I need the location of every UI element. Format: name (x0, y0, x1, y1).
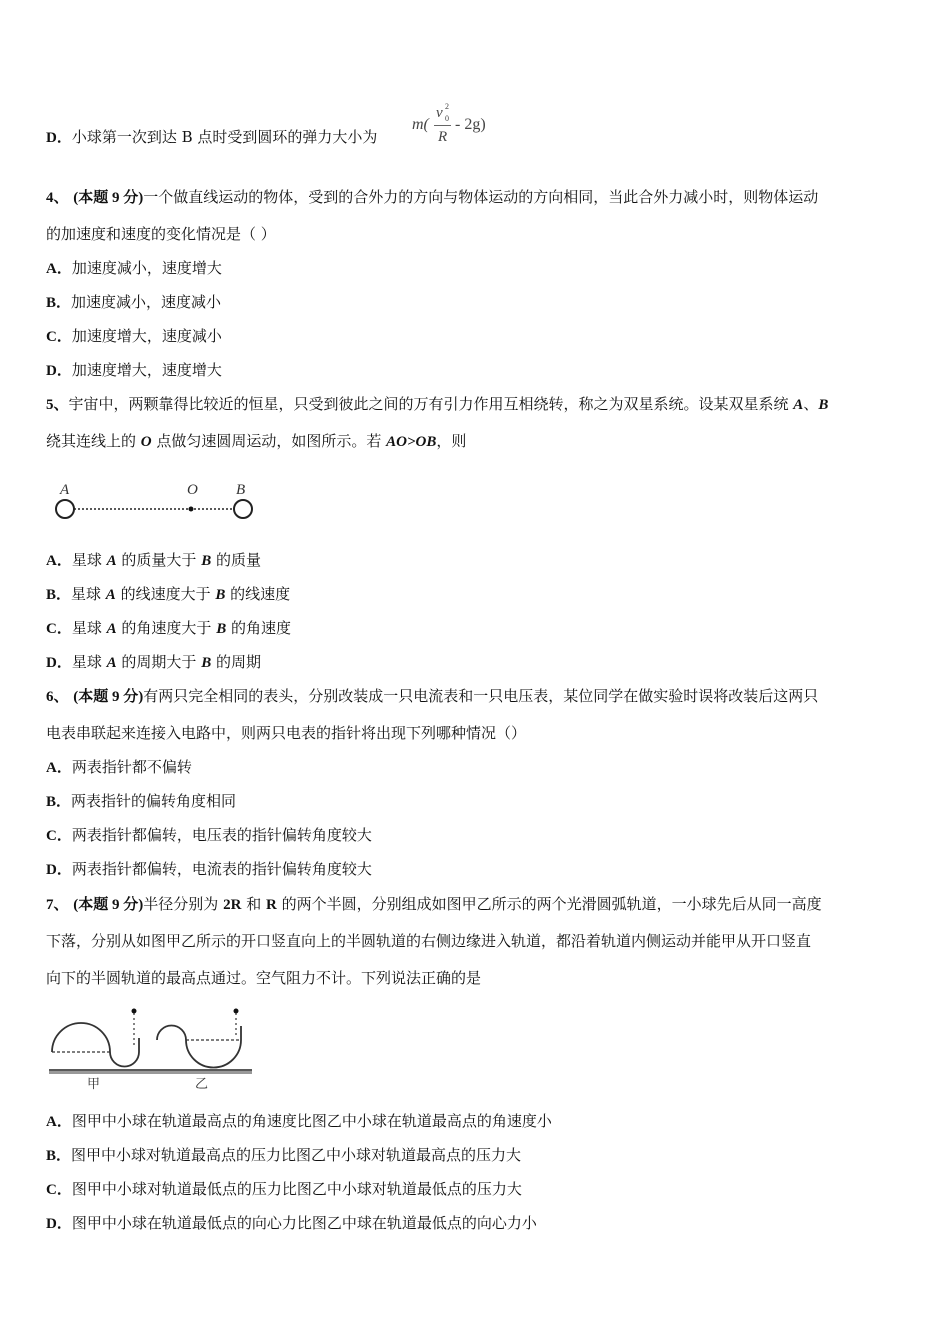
q4-option-a: A．加速度减小，速度增大 (46, 259, 222, 277)
q7-stem-line-2: 下落，分别从如图甲乙所示的开口竖直向上的半圆轨道的右侧边缘进入轨道，都沿着轨道内侧运动并能甲从开口竖直 (46, 932, 812, 950)
q4-option-d: D．加速度增大，速度增大 (46, 361, 222, 379)
small-semicircle-track (110, 1038, 139, 1067)
q6-option-c: C．两表指针都偏转，电压表的指针偏转角度较大 (46, 826, 372, 844)
q5-option-b: B．星球 A 的线速度大于 B 的线速度 (46, 585, 291, 603)
star-a (56, 500, 74, 518)
option-text: 小球第一次到达 B 点时受到圆环的弹力大小为 (71, 128, 378, 146)
label-a: A (60, 482, 70, 498)
q7-option-c: C．图甲中小球对轨道最低点的压力比图乙中小球对轨道最低点的压力大 (46, 1180, 522, 1198)
question-number: 6、 (46, 689, 69, 705)
large-semicircle-track (52, 1023, 110, 1052)
question-number: 7、 (46, 897, 69, 913)
q5-option-d: D．星球 A 的周期大于 B 的周期 (46, 653, 261, 671)
q7-option-d: D．图甲中小球在轨道最低点的向心力比图乙中球在轨道最低点的向心力小 (46, 1214, 537, 1232)
q5-stem-line-1: 5、宇宙中，两颗靠得比较近的恒星，只受到彼此之间的万有引力作用互相绕转，称之为双星系统。设某双星系统 A、B (46, 395, 829, 413)
q7-option-b: B．图甲中小球对轨道最高点的压力比图乙中小球对轨道最高点的压力大 (46, 1146, 522, 1164)
track-figure (47, 1004, 257, 1096)
binary-star-figure (50, 478, 265, 523)
question-number: 4、 (46, 190, 69, 206)
formula-numerator: v (436, 105, 443, 121)
question-score: (本题 9 分) (73, 689, 144, 705)
ground-hatch (49, 1071, 252, 1074)
figure-yi (157, 1009, 241, 1092)
label-o: O (187, 482, 198, 498)
ball-icon (234, 1009, 239, 1014)
large-semicircle-track (186, 1026, 241, 1068)
question-score: (本题 9 分) (73, 190, 144, 206)
q4-option-b: B．加速度减小，速度减小 (46, 293, 222, 311)
small-semicircle-track (157, 1026, 186, 1040)
q4-option-c: C．加速度增大，速度减小 (46, 327, 222, 345)
fraction-bar (434, 125, 451, 126)
q6-option-d: D．两表指针都偏转，电流表的指针偏转角度较大 (46, 860, 372, 878)
question-score: (本题 9 分) (73, 897, 144, 913)
q5-option-a: A．星球 A 的质量大于 B 的质量 (46, 551, 261, 569)
q5-option-c: C．星球 A 的角速度大于 B 的角速度 (46, 619, 291, 637)
figure-jia (52, 1009, 139, 1092)
q6-option-b: B．两表指针的偏转角度相同 (46, 792, 237, 810)
q3-option-d (46, 127, 377, 148)
formula-denominator: R (438, 129, 448, 145)
option-letter: D． (46, 130, 72, 146)
q3-formula: m( v 2 0 R - 2g) (412, 102, 486, 145)
label-yi: 乙 (195, 1076, 209, 1091)
q6-stem-line-2: 电表串联起来连接入电路中，则两只电表的指针将出现下列哪种情况（） (46, 724, 527, 742)
star-b (234, 500, 252, 518)
q4-stem-line-2: 的加速度和速度的变化情况是（ ） (46, 225, 276, 243)
label-b: B (236, 482, 246, 498)
q6-option-a: A．两表指针都不偏转 (46, 758, 192, 776)
q7-option-a: A．图甲中小球在轨道最高点的角速度比图乙中小球在轨道最高点的角速度小 (46, 1112, 552, 1130)
center-point-o (189, 507, 194, 512)
ball-icon (132, 1009, 137, 1014)
question-number: 5、 (46, 397, 69, 413)
label-jia: 甲 (87, 1076, 101, 1091)
q7-stem-line-1: 7、 (本题 9 分)半径分别为 2R 和 R 的两个半圆，分别组成如图甲乙所示的两个光滑圆弧轨道，一小球先后从同一高度 (46, 895, 822, 913)
q4-stem-line-1: 4、 (本题 9 分)一个做直线运动的物体，受到的合外力的方向与物体运动的方向相同，当此合外力减小时，则物体运动 (46, 188, 819, 206)
q6-stem-line-1: 6、 (本题 9 分)有两只完全相同的表头，分别改装成一只电流表和一只电压表，某位同学在做实验时误将改装后这两只 (46, 687, 819, 705)
q7-stem-line-3: 向下的半圆轨道的最高点通过。空气阻力不计。下列说法正确的是 (46, 969, 482, 987)
q5-stem-line-2: 绕其连线上的 O 点做匀速圆周运动，如图所示。若 AO>OB，则 (46, 432, 467, 450)
